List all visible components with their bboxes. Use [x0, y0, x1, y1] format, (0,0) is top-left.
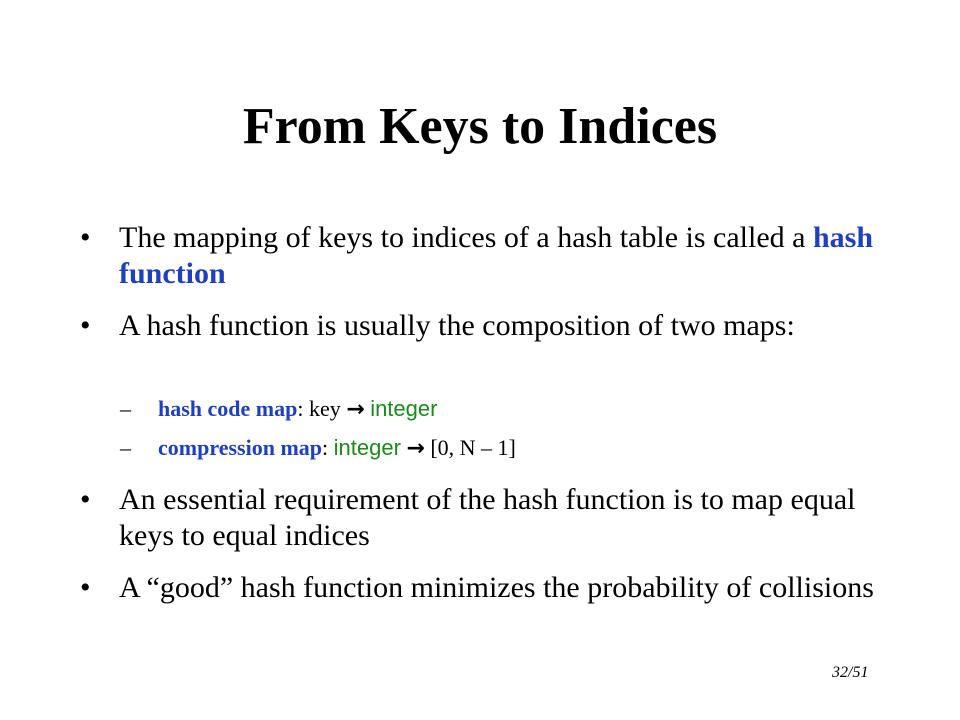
range-text: [0, N – 1]	[430, 435, 516, 460]
arrow-right-icon: →	[406, 436, 425, 461]
sub-bullet-2-colon: :	[322, 435, 334, 460]
slide-title: From Keys to Indices	[242, 98, 718, 155]
map-term: map	[280, 435, 322, 460]
bullet-2	[80, 308, 880, 344]
bullet-4	[80, 570, 880, 606]
compression-term: compression	[158, 435, 275, 460]
sub-bullet-1	[120, 394, 860, 425]
integer-term: integer	[370, 396, 438, 421]
sub-bullet-1-text	[158, 394, 860, 425]
bullet-dot: •	[80, 221, 91, 254]
bullet-2-text: A hash function is usually the composition of two maps:	[119, 309, 795, 342]
map-term: map	[255, 396, 298, 421]
sub-dash: –	[120, 435, 131, 460]
bullet-dot: •	[80, 571, 91, 604]
page-number: 32/51	[832, 664, 869, 681]
bullet-3	[80, 482, 880, 554]
bullet-dot: •	[80, 309, 91, 342]
bullet-4-text: A “good” hash function minimizes the probability of collisions	[119, 571, 874, 604]
bullet-3-text: An essential requirement of the hash function is to map equal keys to equal indices	[119, 483, 856, 552]
integer-term: integer	[333, 435, 401, 460]
hash-function-term: hash function	[119, 221, 874, 290]
hash-code-term: hash code	[158, 396, 251, 421]
sub-dash: –	[120, 396, 131, 421]
sub-bullet-2	[120, 433, 860, 464]
bullet-1	[80, 220, 880, 292]
bullet-1-text	[119, 220, 880, 292]
bullet-dot: •	[80, 483, 91, 516]
sub-bullet-2-text	[158, 433, 860, 464]
arrow-right-icon: →	[346, 397, 365, 422]
sub-bullet-1-colon: : key	[297, 396, 347, 421]
bullet-1-main: The mapping of keys to indices of a hash table is called a	[119, 221, 813, 254]
